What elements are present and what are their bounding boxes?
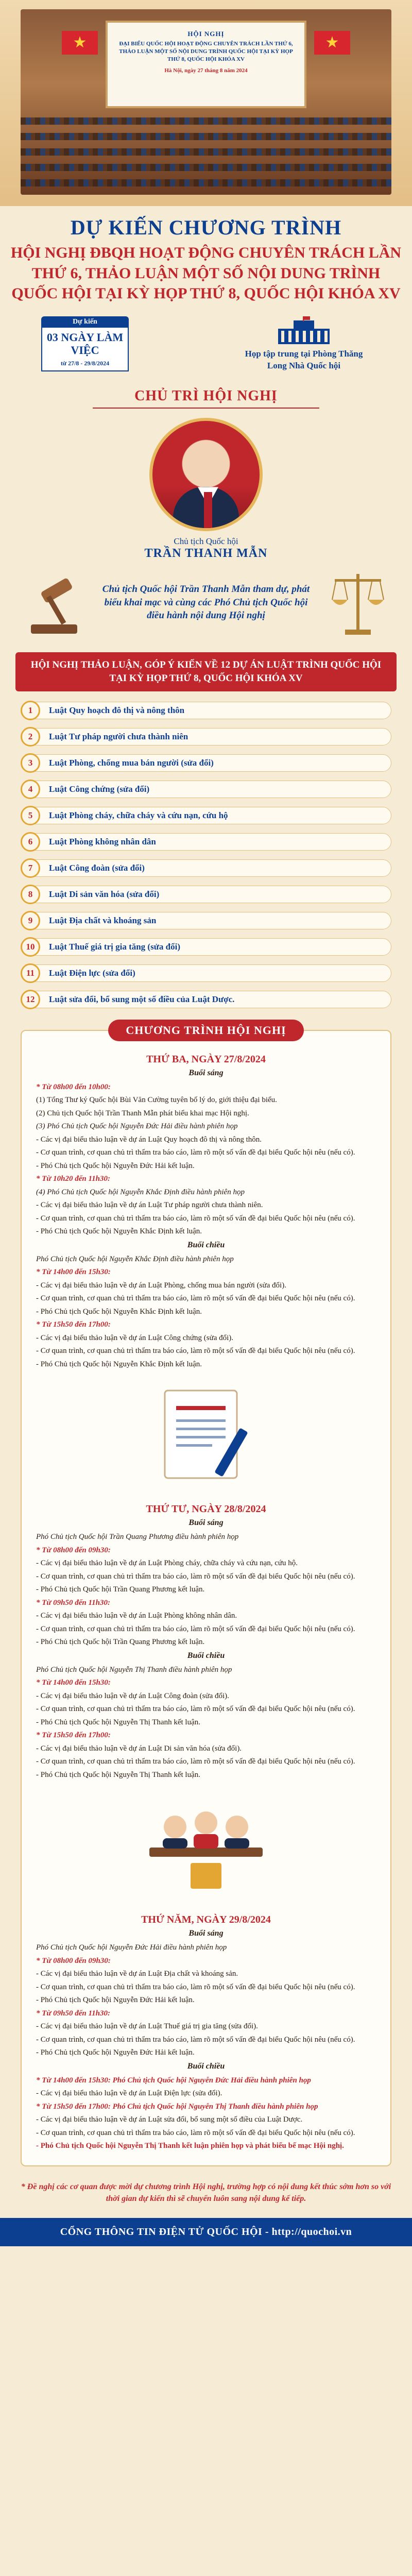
document-pen-icon [129,1380,283,1488]
calendar-days: 03 NGÀY LÀM VIỆC [46,330,124,357]
session-lines [22,2071,390,2152]
agenda-line: * Từ 15h50 đến 17h00: [36,1320,111,1329]
bill-number: 1 [21,701,40,720]
day-title: THỨ BA, NGÀY 27/8/2024 [146,1053,266,1065]
agenda-line: - Phó Chủ tịch Quốc hội Nguyễn Khắc Định kết luận. [36,1360,202,1368]
bills-heading: HỘI NGHỊ THẢO LUẬN, GÓP Ý KIẾN VỀ 12 DỰ ÁN LUẬT TRÌNH QUỐC HỘI TẠI KỲ HỌP THỨ 8, QUỐC HỘI KHÓA XV [15,652,397,691]
bill-item [21,832,391,852]
bill-number: 3 [21,753,40,773]
day-title: THỨ NĂM, NGÀY 29/8/2024 [141,1914,271,1926]
bill-item [21,937,391,957]
bill-item [21,990,391,1009]
calendar-head: Dự kiến [73,317,97,326]
bill-number: 12 [21,990,40,1009]
agenda-line: - Phó Chủ tịch Quốc hội Trần Quang Phương kết luận. [36,1638,205,1647]
agenda-line: - Cơ quan trình, cơ quan chủ trì thẩm tra báo cáo, làm rõ một số vấn đề đại biểu Quốc hội nêu (nếu có). [36,1347,355,1355]
site-footer: CỔNG THÔNG TIN ĐIỆN TỬ QUỐC HỘI - http://quochoi.vn [0,2218,412,2246]
agenda-line: Phó Chủ tịch Quốc hội Nguyễn Thị Thanh điều hành phiên họp [36,1665,232,1674]
agenda-line: - Phó Chủ tịch Quốc hội Nguyễn Đức Hải kết luận. [36,2048,195,2057]
bill-label: Luật Phòng không nhân dân [35,833,391,851]
agenda-line: Phó Chủ tịch Quốc hội Nguyễn Khắc Định điều hành phiên họp [36,1255,234,1263]
agenda-line: - Các vị đại biểu thảo luận về dự án Luật Phòng, chống mua bán người (sửa đổi). [36,1281,286,1290]
agenda-line: - Cơ quan trình, cơ quan chủ trì thẩm tra báo cáo, làm rõ một số vấn đề đại biểu Quốc hội nêu (nếu có). [36,1148,355,1157]
agenda-line: - Cơ quan trình, cơ quan chủ trì thẩm tra báo cáo, làm rõ một số vấn đề đại biểu Quốc hội nêu (nếu có). [36,1214,355,1223]
bill-label: Luật Thuế giá trị gia tăng (sửa đổi) [35,938,391,956]
bill-number: 11 [21,963,40,983]
agenda-line: - Các vị đại biểu thảo luận về dự án Luật Địa chất và khoáng sản. [36,1970,238,1978]
agenda-line: (2) Chủ tịch Quốc hội Trần Thanh Mẫn phát biểu khai mạc Hội nghị. [36,1109,249,1117]
agenda-line: - Cơ quan trình, cơ quan chủ trì thẩm tra báo cáo, làm rõ một số vấn đề đại biểu Quốc hội nêu (nếu có). [36,2128,355,2137]
bill-label: Luật Công đoàn (sửa đổi) [35,859,391,877]
session-label: Buổi chiều [187,1651,225,1660]
agenda-line: - Phó Chủ tịch Quốc hội Trần Quang Phương kết luận. [36,1585,205,1594]
bill-number: 10 [21,937,40,957]
chair-name: TRẦN THANH MẪN [144,547,268,561]
agenda-line: (4) Phó Chủ tịch Quốc hội Nguyễn Khắc Định điều hành phiên họp [36,1188,245,1196]
bill-item [21,753,391,773]
agenda-line: - Các vị đại biểu thảo luận về dự án Luật Thuế giá trị gia tăng (sửa đổi). [36,2022,258,2031]
agenda-line: - Phó Chủ tịch Quốc hội Nguyễn Thị Thanh kết luận. [36,1718,200,1726]
bill-label: Luật Di sản văn hóa (sửa đổi) [35,886,391,903]
parliament-building-icon [273,316,335,346]
bill-label: Luật Quy hoạch đô thị và nông thôn [35,702,391,719]
agenda-line: - Các vị đại biểu thảo luận về dự án Luật Quy hoạch đô thị và nông thôn. [36,1135,262,1144]
venue-block [237,316,371,371]
agenda-line: Phó Chủ tịch Quốc hội Trần Quang Phương điều hành phiên họp [36,1533,239,1541]
agenda-line: * Từ 14h00 đến 15h30: [36,1679,111,1687]
title-block [0,206,412,309]
hero-photo [0,0,412,206]
agenda-line: * Từ 08h00 đến 10h00: [36,1082,111,1091]
session-label: Buổi chiều [187,2061,225,2071]
agenda-line: - Các vị đại biểu thảo luận về dự án Luật Công đoàn (sửa đổi). [36,1691,229,1700]
chair-role: Chủ tịch Quốc hội [174,536,238,547]
flag-icon [314,31,350,55]
hero-screen [106,21,306,108]
delegate-rows [21,117,391,195]
agenda-line: - Cơ quan trình, cơ quan chủ trì thẩm tra báo cáo, làm rõ một số vấn đề đại biểu Quốc hội nêu (nếu có). [36,1572,355,1581]
agenda-line: - Các vị đại biểu thảo luận về dự án Luật Di sản văn hóa (sửa đổi). [36,1744,242,1753]
bill-number: 6 [21,832,40,852]
agenda-line: - Các vị đại biểu thảo luận về dự án Luật Tư pháp người chưa thành niên. [36,1201,263,1210]
chair-description-row [0,561,412,641]
bill-item [21,858,391,878]
day-title: THỨ TƯ, NGÀY 28/8/2024 [146,1503,266,1515]
bill-item [21,963,391,983]
programme-days [22,1054,390,2152]
bill-number: 4 [21,779,40,799]
agenda-line: - Cơ quan trình, cơ quan chủ trì thẩm tra báo cáo, làm rõ một số vấn đề đại biểu Quốc hội nêu (nếu có). [36,2035,355,2044]
session-lines [22,1250,390,1370]
meta-row [0,309,412,377]
session-label: Buổi sáng [188,1929,224,1938]
bill-label: Luật Tư pháp người chưa thành niên [35,728,391,745]
footnote: * Đề nghị các cơ quan được mời dự chương trình Hội nghị, trường hợp có nội dung kết thúc sớm hơn so với thời gian dự kiến thì sẽ chuyển luôn sang nội dung kế tiếp. [21,2182,391,2203]
scales-icon [324,564,391,641]
calendar-icon [41,316,129,328]
bills-list [21,701,391,1009]
agenda-line: * Từ 09h50 đến 11h30: [36,2009,111,2018]
agenda-line: - Phó Chủ tịch Quốc hội Nguyễn Thị Thanh kết luận. [36,1770,200,1779]
agenda-line: * Từ 15h50 đến 17h00: Phó Chủ tịch Quốc hội Nguyễn Thị Thanh điều hành phiên họp [36,2102,318,2111]
agenda-line: - Cơ quan trình, cơ quan chủ trì thẩm tra báo cáo, làm rõ một số vấn đề đại biểu Quốc hội nêu (nếu có). [36,1624,355,1633]
agenda-line: - Phó Chủ tịch Quốc hội Nguyễn Khắc Định kết luận. [36,1307,202,1316]
agenda-line: * Từ 14h00 đến 15h30: [36,1268,111,1277]
bill-item [21,806,391,825]
bill-number: 9 [21,911,40,930]
agenda-line: - Các vị đại biểu thảo luận về dự án Luật Phòng không nhân dân. [36,1612,237,1620]
venue-text: Họp tập trung tại Phòng Thăng Long Nhà Quốc hội [245,349,363,370]
chair-description: Chủ tịch Quốc hội Trần Thanh Mẫn tham dự, phát biểu khai mạc và cùng các Phó Chủ tịch Quốc hội điều hành nội dung Hội nghị [102,583,310,621]
bill-item [21,885,391,904]
page-title: HỘI NGHỊ ĐBQH HOẠT ĐỘNG CHUYÊN TRÁCH LẦN THỨ 6, THẢO LUẬN MỘT SỐ NỘI DUNG TRÌNH QUỐC HỘI TẠI KỲ HỌP THỨ 8, QUỐC HỘI KHÓA XV [10,244,402,302]
agenda-line: * Từ 10h20 đến 11h30: [36,1175,111,1183]
bill-label: Luật Công chứng (sửa đổi) [35,781,391,798]
agenda-line: * Từ 15h50 đến 17h00: [36,1731,111,1740]
agenda-line: - Phó Chủ tịch Quốc hội Nguyễn Đức Hải kết luận. [36,1161,195,1170]
agenda-line: (1) Tổng Thư ký Quốc hội Bùi Văn Cường tuyên bố lý do, giới thiệu đại biểu. [36,1096,277,1105]
flag-icon [62,31,98,55]
agenda-line: - Cơ quan trình, cơ quan chủ trì thẩm tra báo cáo, làm rõ một số vấn đề đại biểu Quốc hội nêu (nếu có). [36,1705,355,1714]
session-label: Buổi sáng [188,1068,224,1077]
gavel-icon [21,564,88,641]
bill-number: 8 [21,885,40,904]
bill-label: Luật sửa đổi, bổ sung một số điều của Luật Dược. [35,991,391,1008]
meeting-icon [129,1791,283,1899]
agenda-line: * Từ 08h00 đến 09h30: [36,1956,111,1965]
agenda-line: - Các vị đại biểu thảo luận về dự án Luật Điện lực (sửa đổi). [36,2089,222,2098]
screen-line-2: ĐẠI BIỂU QUỐC HỘI HOẠT ĐỘNG CHUYÊN TRÁCH LẦN THỨ 6, THẢO LUẬN MỘT SỐ NỘI DUNG TRÌNH QUỐC HỘI TẠI KỲ HỌP THỨ 8, QUỐC HỘI KHÓA XV [119,41,293,62]
bill-item [21,779,391,799]
calendar-dates: từ 27/8 - 29/8/2024 [60,360,110,367]
bill-label: Luật Phòng, chống mua bán người (sửa đổi) [35,754,391,772]
programme-card [21,1023,391,2166]
bill-label: Luật Địa chất và khoáng sản [35,912,391,929]
agenda-line: - Cơ quan trình, cơ quan chủ trì thẩm tra báo cáo, làm rõ một số vấn đề đại biểu Quốc hội nêu (nếu có). [36,1757,355,1766]
programme-tab: CHƯƠNG TRÌNH HỘI NGHỊ [108,1020,304,1041]
chairman-portrait [149,418,263,531]
screen-line-3: Hà Nội, ngày 27 tháng 8 năm 2024 [164,67,248,74]
agenda-line: * Từ 08h00 đến 09h30: [36,1546,111,1554]
agenda-line: - Phó Chủ tịch Quốc hội Nguyễn Thị Thanh kết luận phiên họp và phát biểu bế mạc Hội nghị. [36,2142,344,2150]
bill-label: Luật Phòng cháy, chữa cháy và cứu nạn, cứu hộ [35,807,391,824]
chair-banner: CHỦ TRÌ HỘI NGHỊ [93,388,319,409]
agenda-line: - Phó Chủ tịch Quốc hội Nguyễn Khắc Định kết luận. [36,1227,202,1236]
bill-number: 5 [21,806,40,825]
session-lines [22,1660,390,1781]
bill-item [21,701,391,720]
session-lines [22,1078,390,1238]
agenda-line: - Các vị đại biểu thảo luận về dự án Luật Phòng cháy, chữa cháy và cứu nạn, cứu hộ. [36,1559,298,1568]
agenda-line: - Phó Chủ tịch Quốc hội Nguyễn Đức Hải kết luận. [36,1996,195,2005]
agenda-line: Phó Chủ tịch Quốc hội Nguyễn Đức Hải điều hành phiên họp [36,1943,227,1952]
session-lines [22,1528,390,1648]
bill-number: 2 [21,727,40,747]
agenda-line: (3) Phó Chủ tịch Quốc hội Nguyễn Đức Hải điều hành phiên họp [36,1122,238,1131]
session-label: Buổi sáng [188,1518,224,1528]
agenda-line: * Từ 14h00 đến 15h30: Phó Chủ tịch Quốc hội Nguyễn Đức Hải điều hành phiên họp [36,2076,311,2084]
bill-item [21,911,391,930]
bill-number: 7 [21,858,40,878]
agenda-line: - Cơ quan trình, cơ quan chủ trì thẩm tra báo cáo, làm rõ một số vấn đề đại biểu Quốc hội nêu (nếu có). [36,1982,355,1991]
page-kicker: DỰ KIẾN CHƯƠNG TRÌNH [70,216,342,239]
agenda-line: - Các vị đại biểu thảo luận về dự án Luật Công chứng (sửa đổi). [36,1333,234,1342]
screen-line-1: HỘI NGHỊ [187,30,225,38]
agenda-line: - Cơ quan trình, cơ quan chủ trì thẩm tra báo cáo, làm rõ một số vấn đề đại biểu Quốc hội nêu (nếu có). [36,1294,355,1303]
session-lines [22,1938,390,2059]
chair-section [0,409,412,561]
session-label: Buổi chiều [187,1240,225,1249]
bill-label: Luật Điện lực (sửa đổi) [35,964,391,982]
calendar-card [41,316,129,372]
agenda-line: * Từ 09h50 đến 11h30: [36,1598,111,1607]
bill-item [21,727,391,747]
agenda-line: - Các vị đại biểu thảo luận về dự án Luật sửa đổi, bổ sung một số điều của Luật Dược. [36,2115,303,2124]
